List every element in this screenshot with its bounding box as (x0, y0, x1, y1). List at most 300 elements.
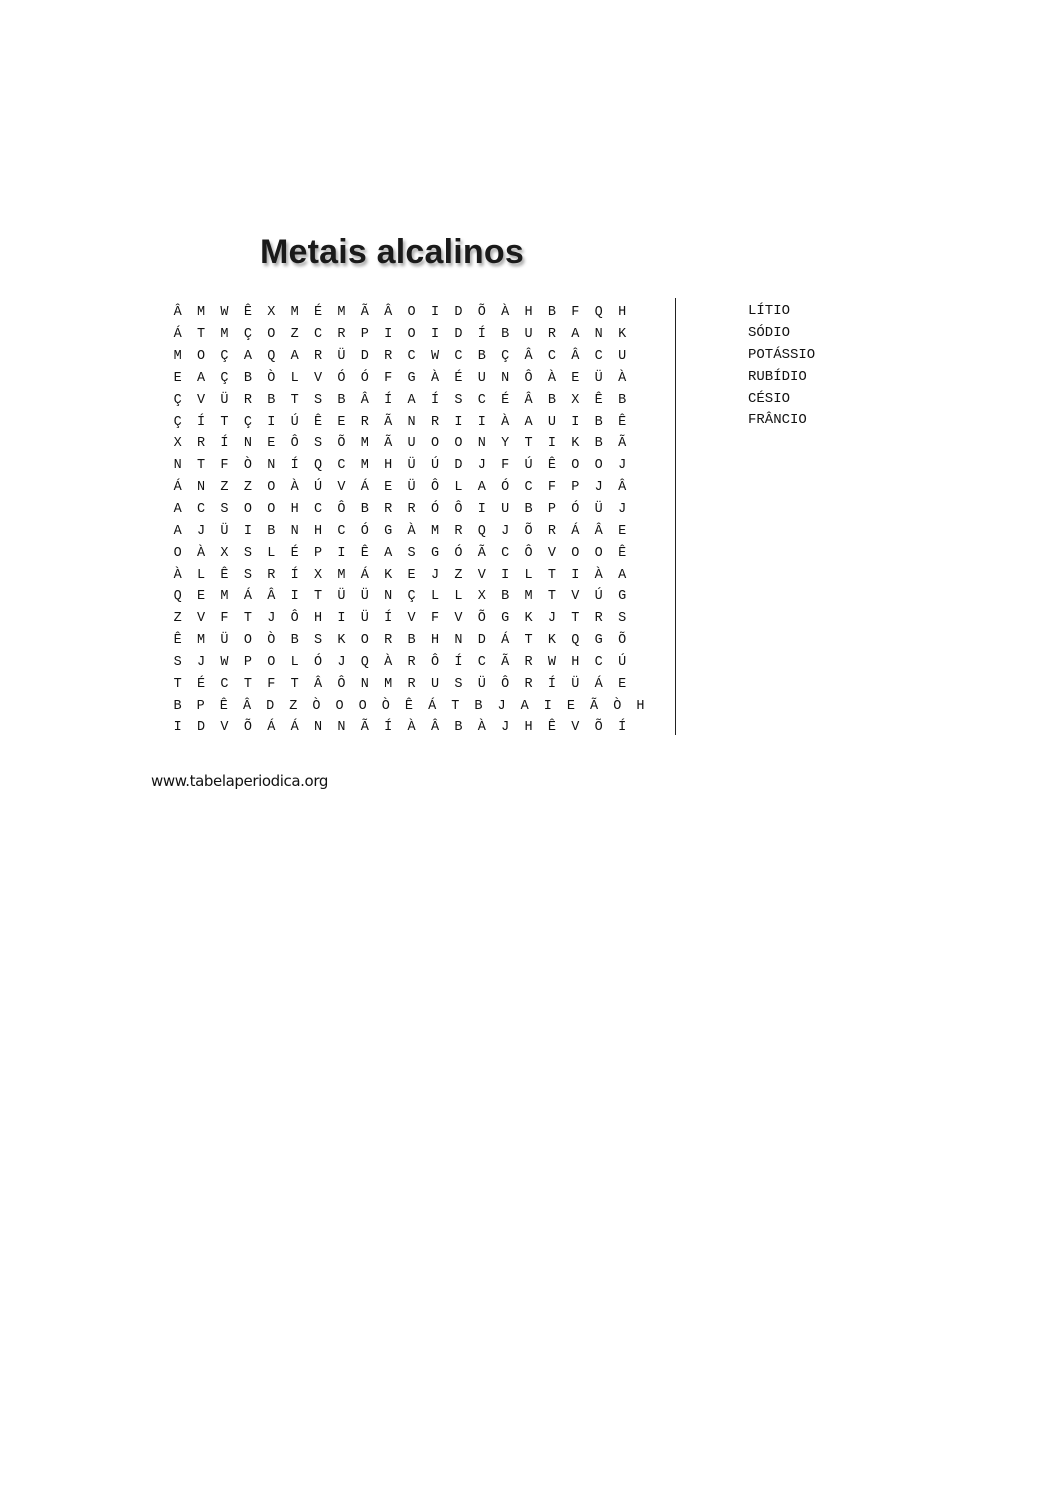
word-list-item: SÓDIO (748, 324, 791, 341)
grid-letter: I (267, 414, 276, 430)
grid-letter: À (430, 370, 440, 386)
grid-letter: Ã (384, 414, 393, 430)
grid-letter: M (220, 589, 229, 605)
grid-letter: H (618, 305, 627, 321)
grid-letter: Ü (477, 676, 486, 692)
grid-letter: C (477, 654, 486, 670)
grid-letter: Â (173, 305, 182, 321)
grid-letter: Ó (571, 502, 580, 518)
grid-letter: U (477, 370, 486, 386)
grid-letter: O (571, 458, 580, 474)
grid-letter: Ó (313, 654, 323, 670)
grid-letter: H (313, 523, 323, 539)
grid-letter: U (501, 502, 510, 518)
grid-letter: Á (173, 480, 182, 496)
grid-letter: Í (477, 327, 486, 343)
grid-row (166, 302, 652, 324)
grid-letter: A (197, 370, 206, 386)
grid-letter: V (337, 480, 346, 496)
grid-letter: B (547, 392, 556, 408)
grid-letter: Ò (381, 698, 390, 714)
grid-letter: É (501, 392, 510, 408)
grid-letter: L (197, 567, 206, 583)
grid-letter: B (267, 392, 276, 408)
grid-row (166, 652, 652, 674)
grid-letter: Ã (590, 698, 599, 714)
grid-letter: B (337, 392, 346, 408)
grid-letter: Â (524, 392, 533, 408)
grid-letter: T (313, 589, 323, 605)
grid-letter: Ã (501, 654, 510, 670)
grid-letter: L (454, 480, 463, 496)
grid-letter: O (197, 349, 206, 365)
grid-letter: W (220, 305, 229, 321)
grid-letter: N (477, 436, 486, 452)
grid-letter: C (337, 458, 346, 474)
grid-letter: B (173, 698, 182, 714)
grid-letter: X (313, 567, 323, 583)
grid-letter: Á (360, 567, 369, 583)
grid-letter: I (547, 436, 556, 452)
grid-letter: I (243, 523, 252, 539)
grid-letter: T (524, 436, 533, 452)
grid-letter: N (337, 720, 346, 736)
grid-letter: F (220, 458, 229, 474)
grid-letter: U (618, 349, 627, 365)
grid-row (166, 324, 652, 346)
grid-letter: Á (428, 698, 437, 714)
page-title: Metais alcalinos (260, 233, 524, 271)
footer-url: www.tabelaperiodica.org (151, 772, 328, 790)
grid-letter: O (358, 698, 367, 714)
grid-letter: H (636, 698, 645, 714)
grid-letter: Á (360, 480, 369, 496)
grid-letter: P (196, 698, 205, 714)
grid-letter: D (266, 698, 275, 714)
grid-letter: Ú (618, 654, 627, 670)
grid-letter: I (384, 327, 393, 343)
grid-letter: M (384, 676, 393, 692)
grid-letter: A (477, 480, 486, 496)
grid-letter: G (594, 633, 603, 649)
grid-letter: C (220, 676, 229, 692)
grid-letter: À (384, 654, 393, 670)
grid-letter: V (571, 720, 580, 736)
grid-letter: H (384, 458, 393, 474)
grid-letter: Í (384, 392, 393, 408)
grid-row (166, 673, 652, 695)
grid-letter: Ú (430, 458, 440, 474)
grid-letter: F (430, 611, 440, 627)
grid-letter: P (313, 545, 323, 561)
grid-letter: Ç (173, 414, 182, 430)
grid-letter: D (197, 720, 206, 736)
grid-letter: N (501, 370, 510, 386)
grid-letter: Ã (618, 436, 627, 452)
grid-letter: Z (243, 480, 252, 496)
grid-letter: Â (430, 720, 440, 736)
grid-letter: J (267, 611, 276, 627)
grid-letter: Q (594, 305, 603, 321)
grid-letter: Í (547, 676, 556, 692)
grid-letter: E (407, 567, 416, 583)
grid-letter: S (173, 654, 182, 670)
grid-letter: K (547, 633, 556, 649)
grid-letter: L (290, 370, 299, 386)
grid-letter: Õ (477, 611, 486, 627)
grid-letter: J (497, 698, 506, 714)
grid-letter: E (618, 676, 627, 692)
grid-letter: N (173, 458, 182, 474)
grid-letter: C (524, 480, 533, 496)
grid-letter: J (501, 720, 510, 736)
grid-row (166, 389, 652, 411)
grid-letter: B (618, 392, 627, 408)
word-list-item: RUBÍDIO (748, 368, 807, 385)
grid-letter: B (501, 327, 510, 343)
grid-row (166, 346, 652, 368)
grid-letter: Ã (360, 305, 369, 321)
grid-letter: É (313, 305, 323, 321)
grid-letter: X (267, 305, 276, 321)
grid-letter: R (594, 611, 603, 627)
grid-letter: M (360, 436, 369, 452)
grid-letter: T (197, 458, 206, 474)
grid-letter: L (290, 654, 299, 670)
grid-letter: I (543, 698, 552, 714)
grid-letter: Â (242, 698, 252, 714)
grid-letter: À (173, 567, 182, 583)
grid-letter: J (430, 567, 440, 583)
grid-letter: F (267, 676, 276, 692)
grid-letter: O (430, 436, 440, 452)
grid-letter: O (594, 458, 603, 474)
grid-letter: J (618, 458, 627, 474)
grid-letter: H (571, 654, 580, 670)
grid-letter: É (454, 370, 463, 386)
grid-letter: M (524, 589, 533, 605)
grid-letter: O (267, 480, 276, 496)
grid-letter: B (243, 370, 252, 386)
grid-letter: H (524, 720, 533, 736)
grid-letter: T (243, 611, 252, 627)
grid-row (166, 477, 652, 499)
grid-letter: Ê (618, 414, 627, 430)
grid-letter: Ú (313, 480, 323, 496)
word-list-item: POTÁSSIO (748, 346, 816, 363)
grid-letter: Ú (290, 414, 299, 430)
grid-letter: Z (220, 480, 229, 496)
grid-letter: Á (290, 720, 299, 736)
grid-letter: Í (618, 720, 627, 736)
grid-letter: V (197, 392, 206, 408)
grid-letter: Ü (220, 633, 229, 649)
grid-letter: Á (571, 523, 580, 539)
grid-letter: I (173, 720, 182, 736)
grid-letter: Ê (360, 545, 369, 561)
grid-letter: G (430, 545, 440, 561)
grid-letter: L (430, 589, 440, 605)
grid-letter: O (571, 545, 580, 561)
grid-letter: C (407, 349, 416, 365)
grid-letter: H (524, 305, 533, 321)
grid-letter: S (313, 436, 323, 452)
grid-letter: O (243, 633, 252, 649)
grid-letter: J (594, 480, 603, 496)
grid-letter: Í (197, 414, 206, 430)
grid-letter: Y (501, 436, 510, 452)
grid-letter: R (384, 633, 393, 649)
grid-letter: O (267, 502, 276, 518)
grid-letter: Õ (243, 720, 252, 736)
grid-letter: Á (173, 327, 182, 343)
grid-letter: Ã (384, 436, 393, 452)
grid-letter: A (290, 349, 299, 365)
grid-letter: Q (477, 523, 486, 539)
grid-letter: R (407, 502, 416, 518)
grid-letter: V (407, 611, 416, 627)
grid-letter: I (501, 567, 510, 583)
grid-letter: Õ (618, 633, 627, 649)
grid-letter: R (313, 349, 323, 365)
grid-letter: J (477, 458, 486, 474)
grid-letter: Â (524, 349, 533, 365)
grid-letter: C (547, 349, 556, 365)
grid-letter: O (360, 633, 369, 649)
grid-letter: Í (384, 720, 393, 736)
word-list-item: LÍTIO (748, 303, 791, 319)
grid-letter: T (173, 676, 182, 692)
grid-letter: Ã (360, 720, 369, 736)
grid-letter: Ò (243, 458, 252, 474)
grid-letter: V (571, 589, 580, 605)
grid-letter: E (197, 589, 206, 605)
grid-letter: Ç (243, 414, 252, 430)
vertical-divider (675, 298, 676, 735)
grid-letter: Ô (337, 676, 346, 692)
grid-letter: R (407, 676, 416, 692)
grid-letter: K (618, 327, 627, 343)
grid-letter: I (571, 567, 580, 583)
grid-letter: T (547, 567, 556, 583)
grid-letter: B (454, 720, 463, 736)
grid-letter: À (547, 370, 556, 386)
grid-letter: Ê (594, 392, 603, 408)
grid-letter: Ó (360, 523, 369, 539)
grid-letter: B (524, 502, 533, 518)
grid-letter: A (384, 545, 393, 561)
grid-letter: Ô (524, 545, 533, 561)
grid-letter: Z (454, 567, 463, 583)
grid-letter: A (571, 327, 580, 343)
grid-letter: I (290, 589, 299, 605)
grid-letter: C (454, 349, 463, 365)
grid-letter: T (197, 327, 206, 343)
grid-letter: A (407, 392, 416, 408)
grid-letter: E (267, 436, 276, 452)
grid-letter: Ú (594, 589, 603, 605)
grid-row (166, 411, 652, 433)
grid-row (166, 608, 652, 630)
grid-letter: V (454, 611, 463, 627)
grid-letter: R (197, 436, 206, 452)
grid-letter: B (360, 502, 369, 518)
grid-letter: S (243, 545, 252, 561)
grid-letter: Á (594, 676, 603, 692)
grid-letter: N (243, 436, 252, 452)
grid-letter: S (313, 633, 323, 649)
grid-letter: Ô (430, 654, 440, 670)
grid-letter: O (267, 327, 276, 343)
grid-letter: I (337, 611, 346, 627)
grid-letter: F (220, 611, 229, 627)
grid-letter: Õ (594, 720, 603, 736)
grid-letter: Ú (524, 458, 533, 474)
grid-letter: Â (267, 589, 276, 605)
grid-letter: Õ (337, 436, 346, 452)
grid-letter: Ò (267, 370, 276, 386)
grid-letter: D (454, 327, 463, 343)
grid-letter: À (290, 480, 299, 496)
grid-letter: Õ (524, 523, 533, 539)
grid-letter: B (407, 633, 416, 649)
grid-letter: G (384, 523, 393, 539)
grid-letter: À (594, 567, 603, 583)
grid-letter: S (454, 676, 463, 692)
grid-letter: I (337, 545, 346, 561)
grid-letter: G (407, 370, 416, 386)
grid-letter: Z (290, 327, 299, 343)
grid-letter: O (454, 436, 463, 452)
grid-letter: R (547, 523, 556, 539)
grid-letter: B (547, 305, 556, 321)
grid-letter: S (313, 392, 323, 408)
grid-letter: C (594, 654, 603, 670)
grid-row (166, 564, 652, 586)
grid-letter: À (618, 370, 627, 386)
grid-letter: Ê (547, 720, 556, 736)
grid-letter: R (360, 414, 369, 430)
grid-letter: Ô (501, 676, 510, 692)
grid-letter: J (547, 611, 556, 627)
grid-letter: T (524, 633, 533, 649)
grid-letter: R (407, 654, 416, 670)
grid-letter: U (407, 436, 416, 452)
grid-letter: O (407, 305, 416, 321)
grid-letter: H (290, 502, 299, 518)
grid-letter: M (220, 327, 229, 343)
grid-letter: Ê (547, 458, 556, 474)
grid-letter: R (454, 523, 463, 539)
grid-letter: J (337, 654, 346, 670)
grid-row (166, 630, 652, 652)
grid-letter: N (384, 589, 393, 605)
grid-letter: Ô (337, 502, 346, 518)
grid-letter: Ó (360, 370, 369, 386)
grid-letter: R (547, 327, 556, 343)
grid-letter: D (454, 305, 463, 321)
grid-letter: L (454, 589, 463, 605)
grid-letter: F (571, 305, 580, 321)
grid-letter: J (197, 523, 206, 539)
grid-letter: T (290, 676, 299, 692)
grid-letter: Á (243, 589, 252, 605)
grid-letter: Ô (290, 436, 299, 452)
grid-letter: Í (220, 436, 229, 452)
grid-letter: Ü (220, 392, 229, 408)
grid-letter: A (173, 502, 182, 518)
grid-letter: N (267, 458, 276, 474)
grid-letter: Ü (594, 370, 603, 386)
grid-letter: Ó (337, 370, 346, 386)
grid-row (166, 586, 652, 608)
grid-letter: Ü (360, 589, 369, 605)
grid-letter: C (501, 545, 510, 561)
grid-letter: Ç (220, 349, 229, 365)
grid-letter: Ü (360, 611, 369, 627)
grid-letter: D (360, 349, 369, 365)
grid-letter: V (547, 545, 556, 561)
grid-letter: M (430, 523, 440, 539)
grid-letter: E (337, 414, 346, 430)
grid-letter: F (384, 370, 393, 386)
grid-letter: I (571, 414, 580, 430)
grid-letter: E (571, 370, 580, 386)
word-list (748, 301, 815, 432)
grid-letter: W (220, 654, 229, 670)
grid-letter: N (360, 676, 369, 692)
grid-letter: B (477, 349, 486, 365)
grid-letter: C (477, 392, 486, 408)
grid-letter: D (477, 633, 486, 649)
grid-letter: C (337, 523, 346, 539)
grid-letter: E (173, 370, 182, 386)
grid-letter: R (524, 654, 533, 670)
grid-letter: P (571, 480, 580, 496)
grid-letter: À (407, 523, 416, 539)
grid-letter: Â (618, 480, 627, 496)
grid-letter: R (430, 414, 440, 430)
grid-letter: Ü (571, 676, 580, 692)
grid-letter: Ô (524, 370, 533, 386)
grid-letter: D (454, 458, 463, 474)
grid-letter: V (197, 611, 206, 627)
grid-letter: I (477, 414, 486, 430)
grid-letter: À (197, 545, 206, 561)
grid-letter: X (477, 589, 486, 605)
grid-letter: E (618, 523, 627, 539)
grid-letter: M (360, 458, 369, 474)
grid-letter: F (547, 480, 556, 496)
grid-letter: T (571, 611, 580, 627)
grid-letter: R (384, 502, 393, 518)
word-search-grid (166, 302, 652, 739)
word-list-item: FRÂNCIO (748, 412, 807, 429)
grid-letter: S (243, 567, 252, 583)
grid-letter: Â (594, 523, 603, 539)
grid-letter: B (501, 589, 510, 605)
grid-letter: A (524, 414, 533, 430)
grid-letter: Ü (220, 523, 229, 539)
grid-letter: Z (173, 611, 182, 627)
grid-letter: U (524, 327, 533, 343)
grid-letter: J (618, 502, 627, 518)
grid-letter: H (430, 633, 440, 649)
grid-letter: K (524, 611, 533, 627)
grid-letter: A (520, 698, 529, 714)
grid-letter: Â (360, 392, 369, 408)
grid-letter: S (220, 502, 229, 518)
